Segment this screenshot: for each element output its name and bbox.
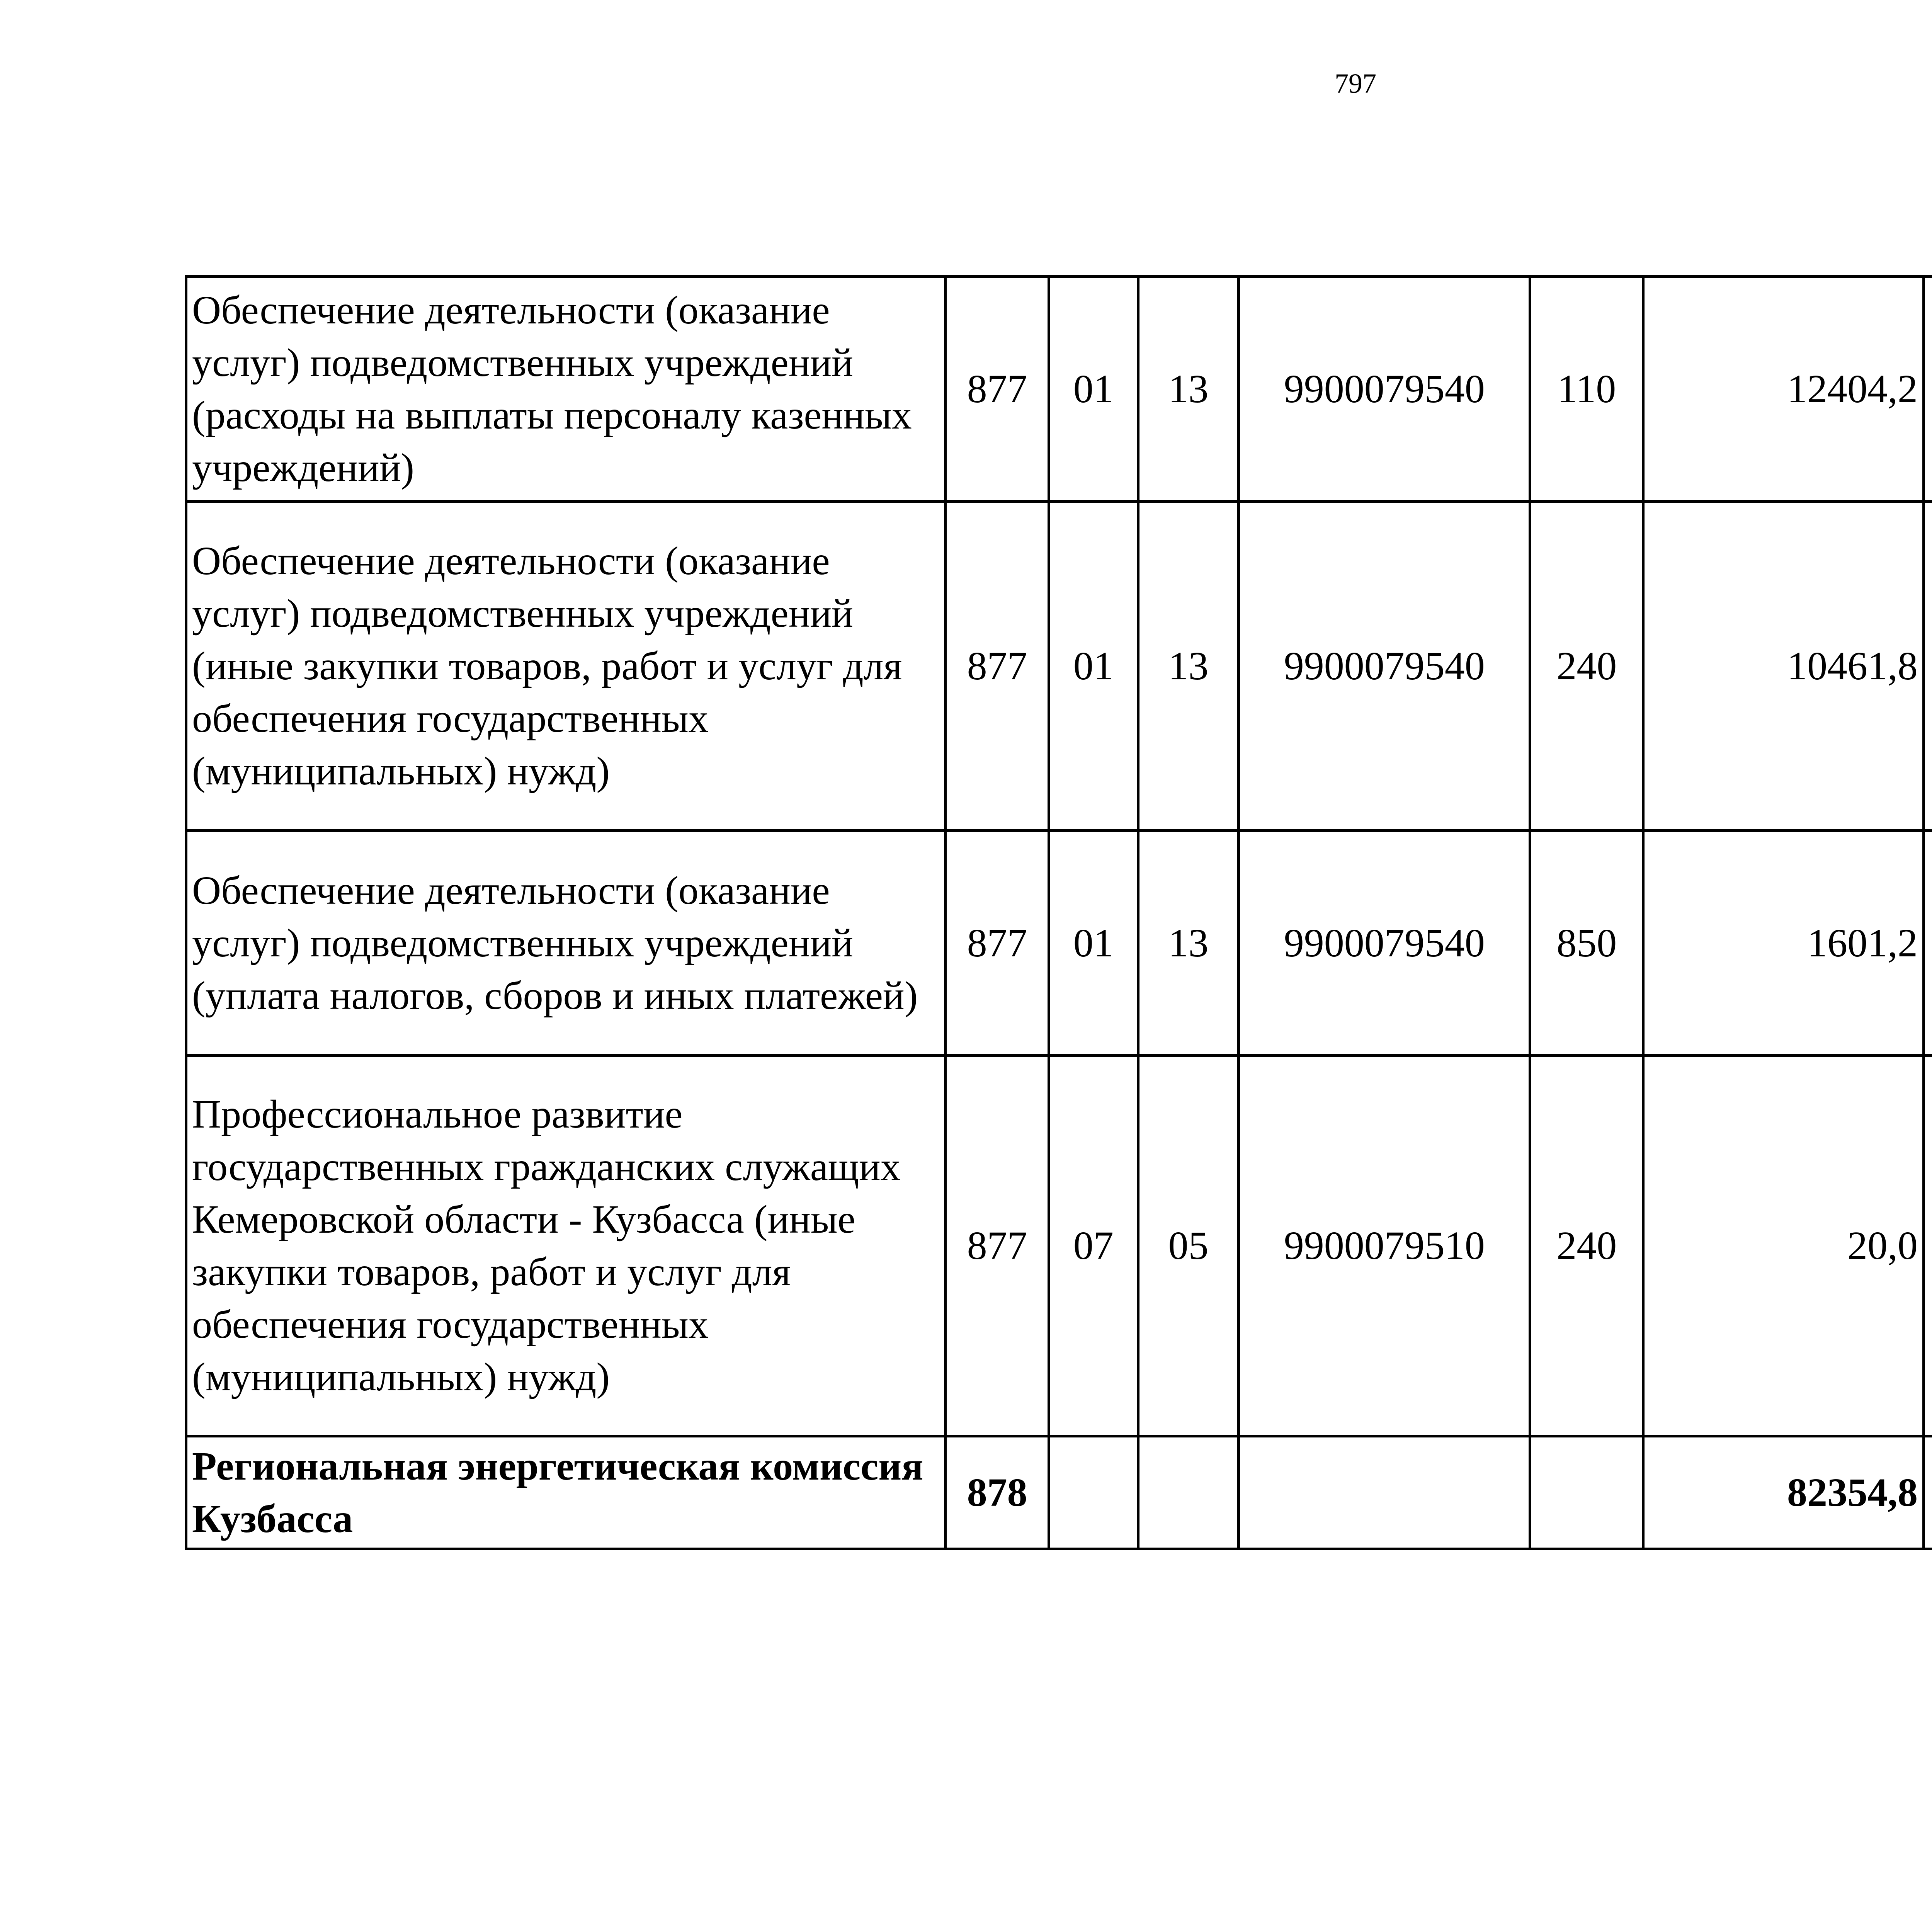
page-number: 797 [1335,68,1376,99]
total-row [186,1436,1932,1549]
table-row [186,502,1932,831]
department-code: 877 [946,502,1049,831]
target-article-code: 9900079540 [1239,277,1530,502]
subsection-code: 13 [1138,277,1239,502]
target-article-code: 9900079540 [1239,831,1530,1056]
target-article-code: 9900079510 [1239,1056,1530,1436]
department-code: 877 [946,277,1049,502]
amount-1: 20,0 [1643,1056,1924,1436]
expense-type-code: 240 [1530,502,1643,831]
subsection-code: 13 [1138,502,1239,831]
total-department-code: 878 [946,1436,1049,1549]
amount-2 [1924,277,1932,502]
amount-1: 10461,8 [1643,502,1924,831]
expense-type-code: 110 [1530,277,1643,502]
amount-1: 12404,2 [1643,277,1924,502]
total-name: Региональная энергетическая комиссия Кузбасса [186,1436,946,1549]
amount-2 [1924,502,1932,831]
amount-2 [1924,831,1932,1056]
department-code: 877 [946,1056,1049,1436]
subsection-code: 13 [1138,831,1239,1056]
amount-2 [1924,1056,1932,1436]
table-row [186,831,1932,1056]
expense-name: Профессиональное развитие государственных гражданских служащих Кемеровской области - Кузбасса (иные закупки товаров, работ и услуг для обеспечения государственных (муниципальных) нужд) [186,1056,946,1436]
total-amount-1: 82354,8 [1643,1436,1924,1549]
total-amount-2 [1924,1436,1932,1549]
total-target-article-code [1239,1436,1530,1549]
expense-type-code: 240 [1530,1056,1643,1436]
target-article-code: 9900079540 [1239,502,1530,831]
expense-name: Обеспечение деятельности (оказание услуг) подведомственных учреждений (иные закупки товаров, работ и услуг для обеспечения государственных (муниципальных) нужд) [186,502,946,831]
subsection-code: 05 [1138,1056,1239,1436]
section-code: 01 [1049,831,1138,1056]
expense-name: Обеспечение деятельности (оказание услуг) подведомственных учреждений (расходы на выплаты персоналу казенных учреждений) [186,277,946,502]
expense-name: Обеспечение деятельности (оказание услуг) подведомственных учреждений (уплата налогов, сборов и иных платежей) [186,831,946,1056]
section-code: 01 [1049,277,1138,502]
table-row [186,277,1932,502]
total-expense-type-code [1530,1436,1643,1549]
expense-type-code: 850 [1530,831,1643,1056]
department-code: 877 [946,831,1049,1056]
section-code: 01 [1049,502,1138,831]
total-subsection-code [1138,1436,1239,1549]
amount-1: 1601,2 [1643,831,1924,1056]
total-section-code [1049,1436,1138,1549]
section-code: 07 [1049,1056,1138,1436]
budget-table [185,275,1932,1550]
table-row [186,1056,1932,1436]
